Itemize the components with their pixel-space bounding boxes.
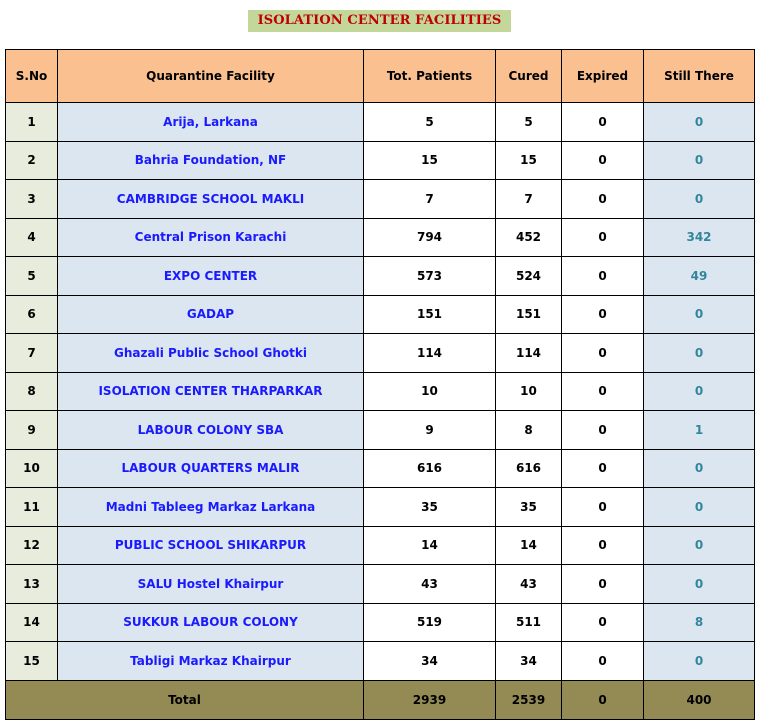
cell-expired: 0 <box>562 334 644 373</box>
table-row <box>6 103 755 142</box>
table-row <box>6 372 755 411</box>
cell-total: 34 <box>364 642 496 681</box>
cell-expired: 0 <box>562 372 644 411</box>
table-row <box>6 334 755 373</box>
cell-still-there: 0 <box>644 103 755 142</box>
header-expired: Expired <box>562 50 644 103</box>
cell-sno: 1 <box>6 103 58 142</box>
cell-total: 616 <box>364 449 496 488</box>
cell-expired: 0 <box>562 526 644 565</box>
table-row <box>6 218 755 257</box>
page-title: ISOLATION CENTER FACILITIES <box>248 10 512 32</box>
cell-facility: ISOLATION CENTER THARPARKAR <box>58 372 364 411</box>
cell-sno: 5 <box>6 257 58 296</box>
cell-cured: 511 <box>496 603 562 642</box>
cell-total: 573 <box>364 257 496 296</box>
cell-cured: 524 <box>496 257 562 296</box>
cell-expired: 0 <box>562 411 644 450</box>
cell-still-there: 0 <box>644 180 755 219</box>
cell-cured: 8 <box>496 411 562 450</box>
cell-cured: 34 <box>496 642 562 681</box>
cell-still-there: 0 <box>644 334 755 373</box>
total-row <box>6 680 755 719</box>
cell-sno: 10 <box>6 449 58 488</box>
cell-still-there: 49 <box>644 257 755 296</box>
cell-expired: 0 <box>562 449 644 488</box>
cell-facility: PUBLIC SCHOOL SHIKARPUR <box>58 526 364 565</box>
cell-facility: Central Prison Karachi <box>58 218 364 257</box>
cell-sno: 12 <box>6 526 58 565</box>
header-sno: S.No <box>6 50 58 103</box>
cell-total: 5 <box>364 103 496 142</box>
cell-cured: 14 <box>496 526 562 565</box>
cell-facility: GADAP <box>58 295 364 334</box>
cell-total: 14 <box>364 526 496 565</box>
cell-cured: 15 <box>496 141 562 180</box>
cell-still-there: 0 <box>644 565 755 604</box>
table-row <box>6 642 755 681</box>
cell-facility: SALU Hostel Khairpur <box>58 565 364 604</box>
cell-expired: 0 <box>562 180 644 219</box>
table-row <box>6 411 755 450</box>
cell-still-there: 0 <box>644 141 755 180</box>
cell-cured: 5 <box>496 103 562 142</box>
cell-sno: 11 <box>6 488 58 527</box>
cell-sno: 14 <box>6 603 58 642</box>
total-still-there: 400 <box>644 680 755 719</box>
cell-cured: 7 <box>496 180 562 219</box>
cell-still-there: 8 <box>644 603 755 642</box>
cell-sno: 6 <box>6 295 58 334</box>
table-row <box>6 141 755 180</box>
cell-expired: 0 <box>562 295 644 334</box>
cell-facility: SUKKUR LABOUR COLONY <box>58 603 364 642</box>
total-expired: 0 <box>562 680 644 719</box>
header-cured: Cured <box>496 50 562 103</box>
cell-sno: 7 <box>6 334 58 373</box>
cell-total: 7 <box>364 180 496 219</box>
table-row <box>6 295 755 334</box>
cell-total: 43 <box>364 565 496 604</box>
cell-expired: 0 <box>562 218 644 257</box>
cell-facility: Madni Tableeg Markaz Larkana <box>58 488 364 527</box>
cell-facility: Arija, Larkana <box>58 103 364 142</box>
total-patients: 2939 <box>364 680 496 719</box>
cell-still-there: 0 <box>644 526 755 565</box>
cell-total: 35 <box>364 488 496 527</box>
cell-facility: LABOUR COLONY SBA <box>58 411 364 450</box>
cell-total: 10 <box>364 372 496 411</box>
cell-sno: 13 <box>6 565 58 604</box>
cell-sno: 15 <box>6 642 58 681</box>
cell-total: 519 <box>364 603 496 642</box>
cell-expired: 0 <box>562 257 644 296</box>
cell-still-there: 0 <box>644 449 755 488</box>
total-cured: 2539 <box>496 680 562 719</box>
cell-sno: 4 <box>6 218 58 257</box>
table-row <box>6 257 755 296</box>
table-row <box>6 180 755 219</box>
cell-sno: 9 <box>6 411 58 450</box>
cell-still-there: 0 <box>644 642 755 681</box>
cell-facility: Ghazali Public School Ghotki <box>58 334 364 373</box>
cell-sno: 8 <box>6 372 58 411</box>
cell-facility: LABOUR QUARTERS MALIR <box>58 449 364 488</box>
table-row <box>6 449 755 488</box>
cell-cured: 114 <box>496 334 562 373</box>
cell-still-there: 0 <box>644 372 755 411</box>
header-row <box>6 50 755 103</box>
cell-still-there: 1 <box>644 411 755 450</box>
table-row <box>6 488 755 527</box>
cell-expired: 0 <box>562 103 644 142</box>
cell-cured: 43 <box>496 565 562 604</box>
cell-sno: 3 <box>6 180 58 219</box>
cell-still-there: 342 <box>644 218 755 257</box>
cell-facility: CAMBRIDGE SCHOOL MAKLI <box>58 180 364 219</box>
cell-cured: 151 <box>496 295 562 334</box>
cell-still-there: 0 <box>644 488 755 527</box>
cell-facility: Bahria Foundation, NF <box>58 141 364 180</box>
title-container <box>0 9 759 32</box>
cell-still-there: 0 <box>644 295 755 334</box>
header-total-patients: Tot. Patients <box>364 50 496 103</box>
header-still-there: Still There <box>644 50 755 103</box>
cell-total: 151 <box>364 295 496 334</box>
table-row <box>6 526 755 565</box>
cell-facility: EXPO CENTER <box>58 257 364 296</box>
table-row <box>6 603 755 642</box>
header-facility: Quarantine Facility <box>58 50 364 103</box>
cell-total: 794 <box>364 218 496 257</box>
cell-cured: 452 <box>496 218 562 257</box>
cell-cured: 616 <box>496 449 562 488</box>
cell-cured: 35 <box>496 488 562 527</box>
table-row <box>6 565 755 604</box>
cell-expired: 0 <box>562 141 644 180</box>
cell-cured: 10 <box>496 372 562 411</box>
cell-total: 15 <box>364 141 496 180</box>
total-label: Total <box>6 680 364 719</box>
isolation-facilities-table <box>5 49 755 720</box>
cell-expired: 0 <box>562 488 644 527</box>
cell-total: 9 <box>364 411 496 450</box>
cell-expired: 0 <box>562 642 644 681</box>
cell-expired: 0 <box>562 565 644 604</box>
cell-facility: Tabligi Markaz Khairpur <box>58 642 364 681</box>
cell-total: 114 <box>364 334 496 373</box>
cell-expired: 0 <box>562 603 644 642</box>
cell-sno: 2 <box>6 141 58 180</box>
